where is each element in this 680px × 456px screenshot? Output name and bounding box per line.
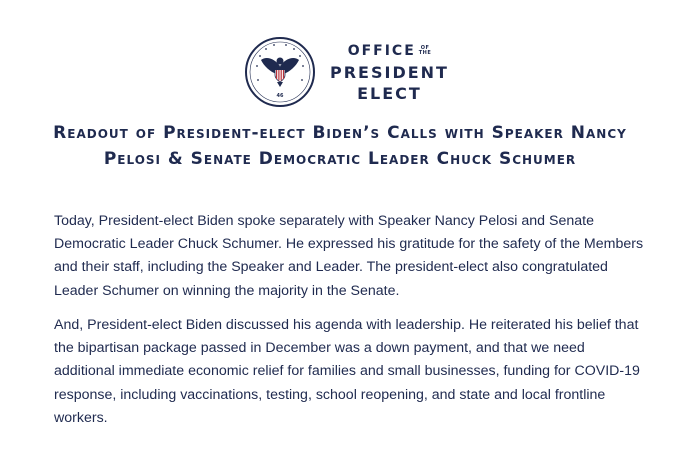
wordmark-of: OF: [420, 45, 430, 51]
seal-number: 46: [276, 93, 284, 99]
office-logo: [244, 36, 449, 108]
article-title: Readout of President-elect Biden’s Calls with Speaker Nancy Pelosi & Senate Democratic Leader Chuck Schumer: [53, 123, 627, 169]
office-wordmark: [330, 41, 449, 104]
wordmark-of-the: [419, 46, 432, 56]
presidential-seal-icon: [244, 36, 316, 108]
wordmark-the: THE: [418, 50, 432, 56]
wordmark-office: OFFICE: [347, 42, 416, 59]
wordmark-president: PRESIDENT: [330, 62, 449, 82]
article-paragraph: And, President-elect Biden discussed his agenda with leadership. He reiterated his belief that the bipartisan package passed in December was a down payment, and that we need additional immediate economic relief for families and small businesses, funding for COVID-19 response, including vaccinations, testing, school reopening, and state and local frontline workers.: [54, 317, 640, 426]
wordmark-line-office: [330, 41, 449, 62]
article-paragraph: Today, President-elect Biden spoke separately with Speaker Nancy Pelosi and Senate Democratic Leader Chuck Schumer. He expressed his gratitude for the safety of the Members and their staff, including the Speaker and Leader. The president-elect also congratulated Leader Schumer on winning the majority in the Senate.: [54, 213, 644, 299]
wordmark-elect: ELECT: [357, 83, 422, 103]
